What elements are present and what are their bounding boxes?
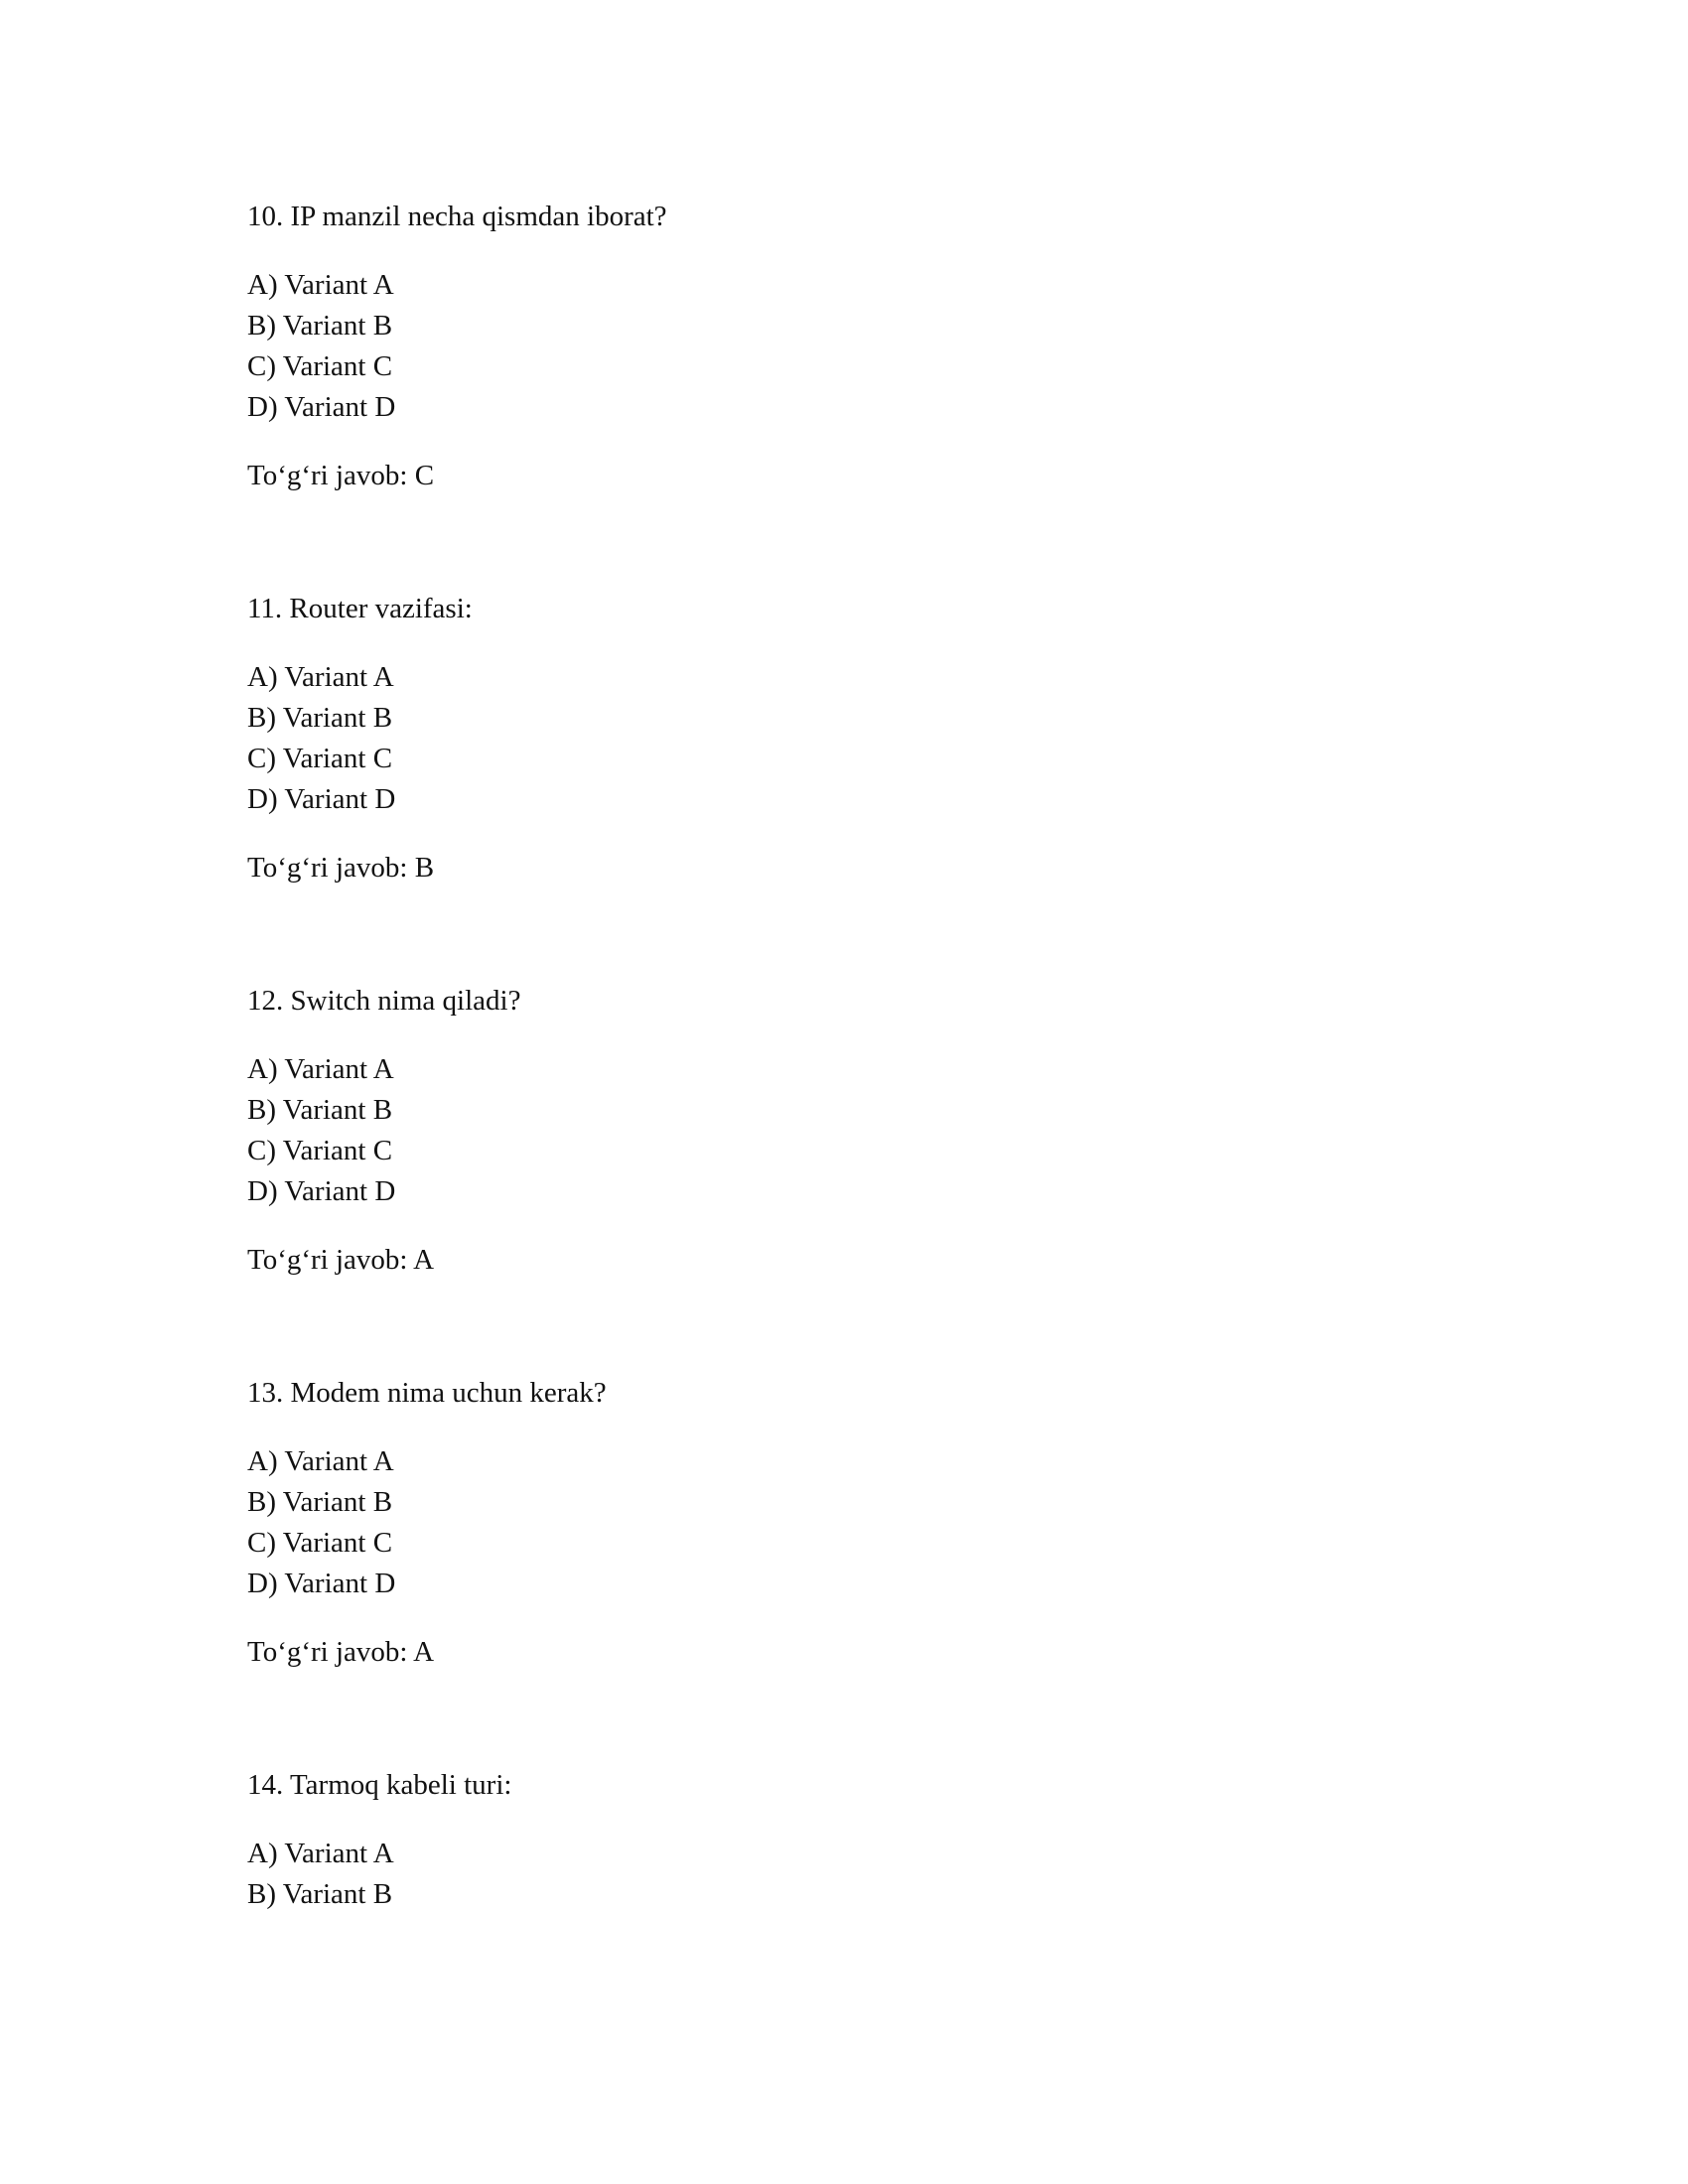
question-block-13	[247, 1373, 1439, 1673]
options-list	[247, 265, 1439, 428]
option-b: B) Variant B	[247, 702, 393, 734]
option-d: D) Variant D	[247, 1568, 396, 1599]
option-a: A) Variant A	[247, 1053, 394, 1085]
question-text: 11. Router vazifasi:	[247, 593, 473, 624]
correct-answer: To‘g‘ri javob: B	[247, 852, 435, 884]
options-list	[247, 1441, 1439, 1604]
question-text: 14. Tarmoq kabeli turi:	[247, 1769, 512, 1801]
option-c: C) Variant C	[247, 743, 393, 774]
option-b: B) Variant B	[247, 1094, 393, 1126]
option-a: A) Variant A	[247, 661, 394, 693]
correct-answer: To‘g‘ri javob: A	[247, 1244, 435, 1276]
option-a: A) Variant A	[247, 1445, 394, 1477]
options-list	[247, 657, 1439, 820]
option-c: C) Variant C	[247, 1135, 393, 1166]
option-c: C) Variant C	[247, 1527, 393, 1559]
option-b: B) Variant B	[247, 1878, 393, 1910]
question-block-10	[247, 197, 1439, 496]
correct-answer: To‘g‘ri javob: C	[247, 460, 435, 491]
option-a: A) Variant A	[247, 269, 394, 301]
question-block-14	[247, 1765, 1439, 1915]
option-b: B) Variant B	[247, 310, 393, 341]
question-text: 12. Switch nima qiladi?	[247, 985, 521, 1017]
option-b: B) Variant B	[247, 1486, 393, 1518]
option-d: D) Variant D	[247, 783, 396, 815]
options-list	[247, 1049, 1439, 1212]
option-c: C) Variant C	[247, 350, 393, 382]
question-block-11	[247, 589, 1439, 888]
option-d: D) Variant D	[247, 391, 396, 423]
question-block-12	[247, 981, 1439, 1281]
options-list	[247, 1834, 1439, 1915]
question-text: 10. IP manzil necha qismdan iborat?	[247, 201, 667, 232]
option-a: A) Variant A	[247, 1838, 394, 1869]
question-text: 13. Modem nima uchun kerak?	[247, 1377, 607, 1409]
correct-answer: To‘g‘ri javob: A	[247, 1636, 435, 1668]
option-d: D) Variant D	[247, 1175, 396, 1207]
